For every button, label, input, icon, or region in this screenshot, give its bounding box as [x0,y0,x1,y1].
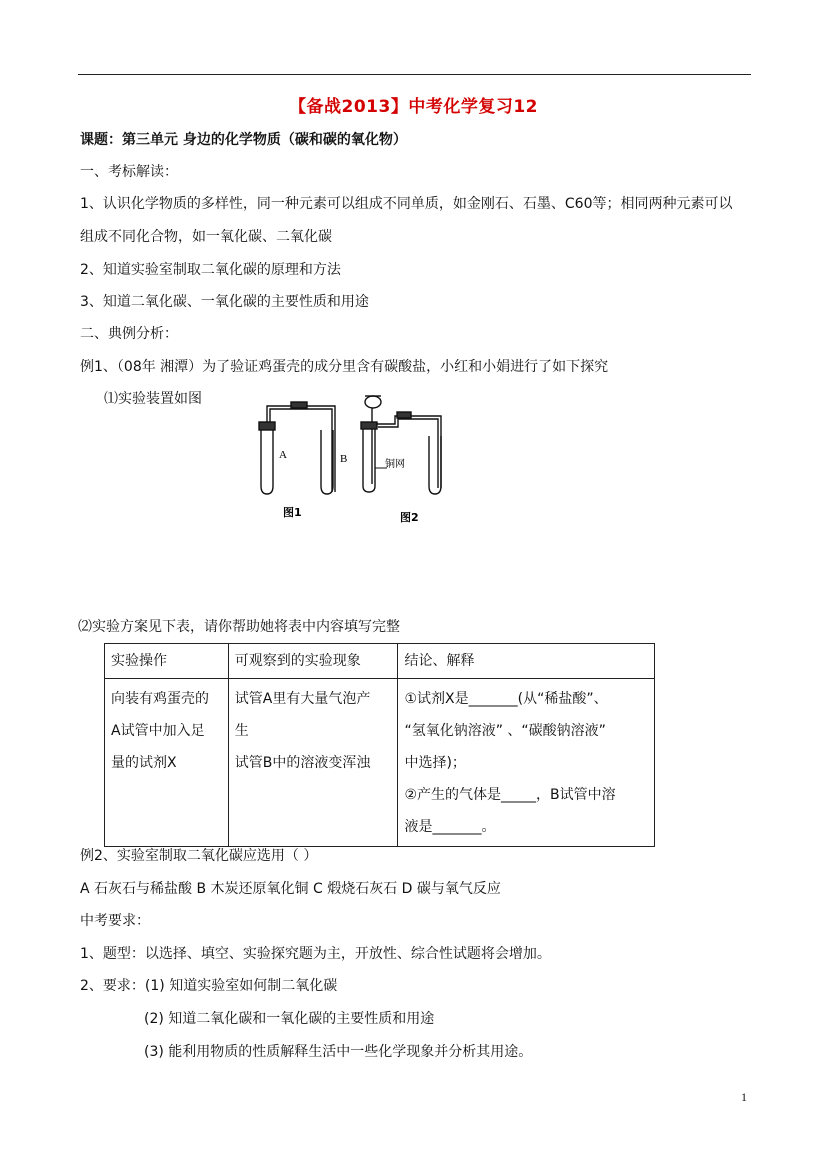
test-tube-b [321,430,333,494]
requirements-sub-3: (3) 能利用物质的性质解释生活中一些化学现象并分析其用途。 [144,1044,533,1060]
section1-item-1-cont: 组成不同化合物，如一氧化碳、二氧化碳 [80,229,332,245]
table-header-cell: 可观察到的实验现象 [228,644,398,679]
table-row [105,679,655,847]
test-tube-a [261,428,273,494]
section1-heading: 一、考标解读： [80,164,178,180]
funnel-bulb [365,396,381,408]
section1-item-1: 1、认识化学物质的多样性，同一种元素可以组成不同单质，如金刚石、石墨、C60等；相同两种元素可以 [80,196,733,212]
section1-item-2: 2、知道实验室制取二氧化碳的原理和方法 [80,262,341,278]
stopper-a [259,422,275,430]
requirements-item-2: 2、要求：(1) 知道实验室如何制二氧化碳 [80,978,338,994]
table-cell-conclusion: ①试剂X是_______(从“稀盐酸”、 “氢氧化钠溶液” 、“碳酸钠溶液” 中选择)； ②产生的气体是_____，B试管中溶 液是_______。 [398,679,655,847]
delivery-tube-1 [267,406,335,492]
page-number: 1 [741,1090,747,1104]
label-valve: 铜网 [385,459,405,470]
example2-question: 例2、实验室制取二氧化碳应选用（ ） [80,848,318,864]
caption-fig1: 图1 [283,506,302,519]
experiment-table [104,643,655,847]
step2-text: ⑵实验方案见下表，请你帮助她将表中内容填写完整 [78,619,400,635]
requirements-item-1: 1、题型：以选择、填空、实验探究题为主，开放性、综合性试题将会增加。 [80,946,551,962]
document-title: 【备战2013】中考化学复习12 [289,97,538,117]
requirements-sub-2: (2) 知道二氧化碳和一氧化碳的主要性质和用途 [144,1011,435,1027]
table-header-row [105,644,655,679]
example2-options: A 石灰石与稀盐酸 B 木炭还原氧化铜 C 煅烧石灰石 D 碳与氧气反应 [80,881,501,897]
label-b: B [340,453,348,465]
requirements-heading: 中考要求： [80,913,150,929]
table-cell-operation: 向装有鸡蛋壳的 A试管中加入足 量的试剂X [105,679,229,847]
header-rule [78,74,751,75]
example1-text: 例1、（08年 湘潭）为了验证鸡蛋壳的成分里含有碳酸盐，小红和小娟进行了如下探究 [80,359,609,375]
label-a: A [279,449,287,461]
apparatus-figure [245,388,485,528]
step1-text: ⑴实验装置如图 [104,391,202,407]
caption-fig2: 图2 [400,511,419,524]
topic-line: 课题：第三单元 身边的化学物质（碳和碳的氧化物） [80,132,407,148]
section2-heading: 二、典例分析： [80,326,178,342]
table-cell-phenomenon: 试管A里有大量气泡产 生 试管B中的溶液变浑浊 [228,679,398,847]
section1-item-3: 3、知道二氧化碳、一氧化碳的主要性质和用途 [80,294,369,310]
test-tube-2 [363,428,375,492]
table-header-cell: 实验操作 [105,644,229,679]
table-header-cell: 结论、解释 [398,644,655,679]
